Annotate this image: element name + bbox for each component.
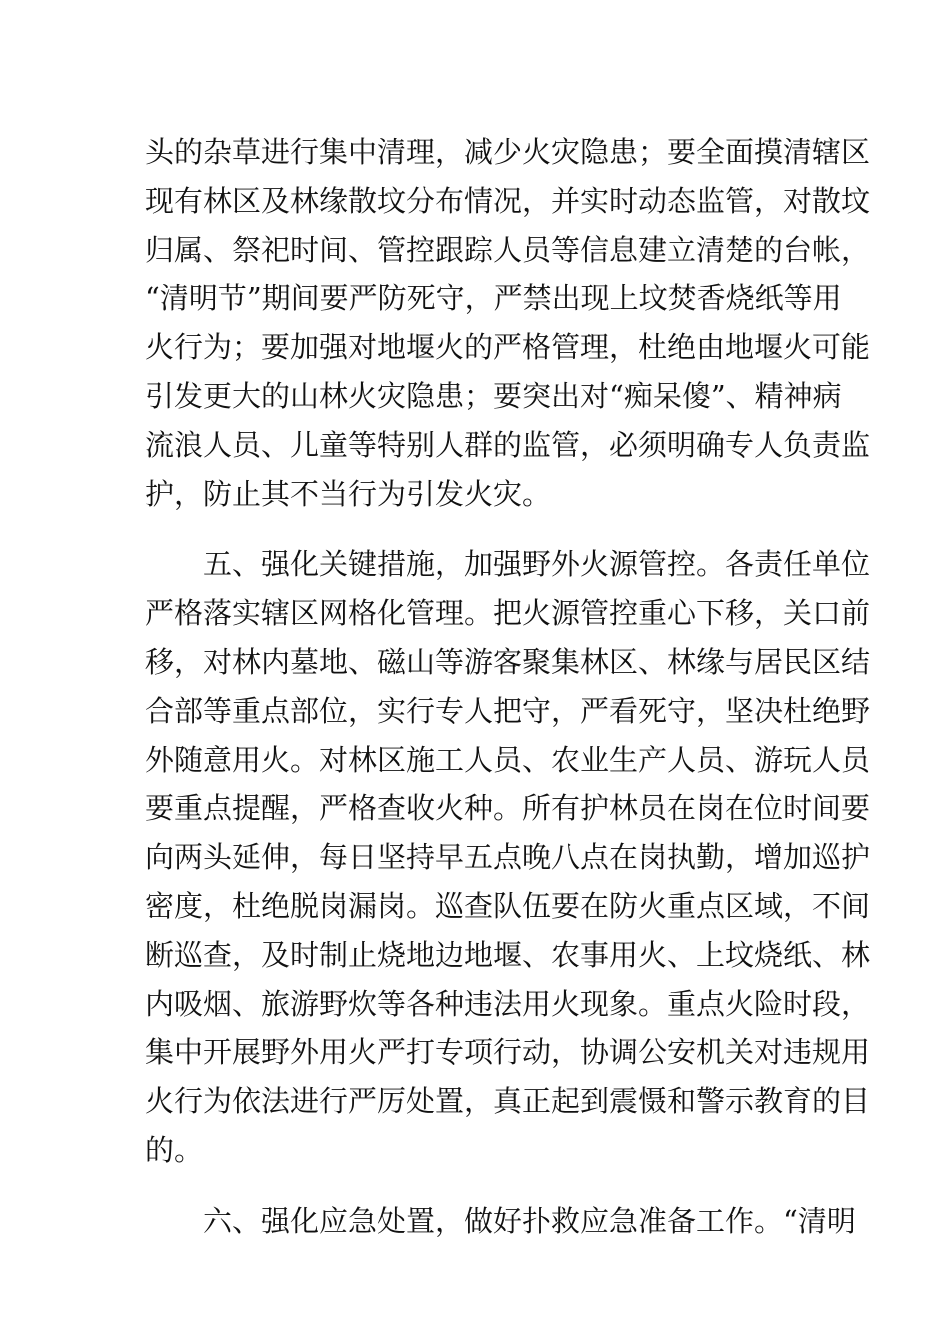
text-line: 引发更大的山林火灾隐患；要突出对“痴呆傻”、精神病 [145,378,842,413]
text-line: 合部等重点部位，实行专人把守，严看死守，坚决杜绝野 [145,693,871,728]
text-line: 的。 [145,1132,204,1167]
text-line: 要重点提醒，严格查收火种。所有护林员在岗在位时间要 [145,791,871,826]
text-line: 密度，杜绝脱岗漏岗。巡查队伍要在防火重点区域，不间 [145,888,871,923]
text-line: 移，对林内墓地、磁山等游客聚集林区、林缘与居民区结 [145,644,871,679]
text-line: 内吸烟、旅游野炊等各种违法用火现象。重点火险时段， [145,986,871,1021]
text-line: 火行为依法进行严厉处置，真正起到震慑和警示教育的目 [145,1084,871,1119]
paragraph-continuation [145,128,871,518]
text-line: 火行为；要加强对地堰火的严格管理，杜绝由地堰火可能 [145,330,871,365]
text-line: 向两头延伸，每日坚持早五点晚八点在岗执勤，增加巡护 [145,840,871,875]
text-line: 五、强化关键措施，加强野外火源管控。各责任单位 [203,547,871,582]
text-line: 归属、祭祀时间、管控跟踪人员等信息建立清楚的台帐， [145,232,871,267]
text-line: 护，防止其不当行为引发火灾。 [145,476,552,511]
paragraph-spacer [145,1175,810,1197]
text-line: 集中开展野外用火严打专项行动，协调公安机关对违规用 [145,1035,871,1070]
text-line: 外随意用火。对林区施工人员、农业生产人员、游玩人员 [145,742,871,777]
paragraph-spacer [145,518,810,540]
text-line: 现有林区及林缘散坟分布情况，并实时动态监管，对散坟 [145,183,871,218]
text-line: 严格落实辖区网格化管理。把火源管控重心下移，关口前 [145,596,871,631]
document-body [145,128,871,1246]
text-line: “清明节”期间要严防死守，严禁出现上坟焚香烧纸等用 [145,281,842,316]
text-line: 头的杂草进行集中清理，减少火灾隐患；要全面摸清辖区 [145,135,871,169]
text-line: 流浪人员、儿童等特别人群的监管，必须明确专人负责监 [145,427,871,462]
paragraph-section-five [145,540,871,1174]
paragraph-section-six [145,1197,856,1246]
text-line: 断巡查，及时制止烧地边地堰、农事用火、上坟烧纸、林 [145,937,871,972]
text-line: 六、强化应急处置，做好扑救应急准备工作。“清明 [203,1203,856,1238]
